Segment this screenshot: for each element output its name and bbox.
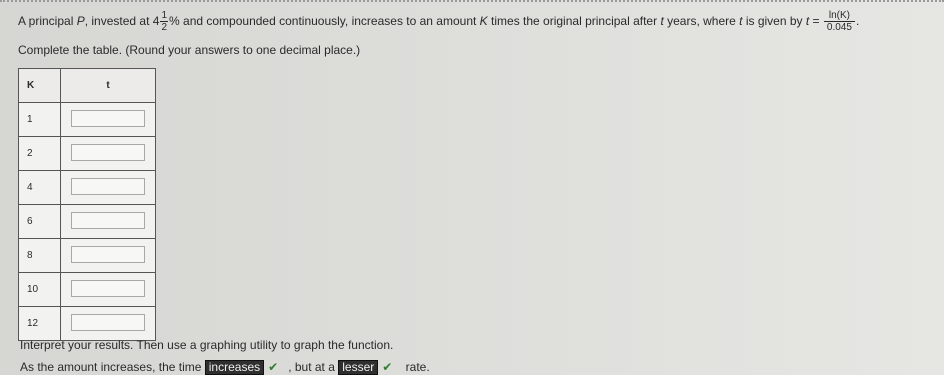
k-value: 10 <box>19 273 61 307</box>
k-variable: K <box>479 14 488 28</box>
t-answer-input[interactable] <box>71 314 145 331</box>
t-answer-input[interactable] <box>71 178 145 195</box>
k-value: 12 <box>19 307 61 341</box>
table-row <box>19 171 156 205</box>
table-row <box>19 307 156 341</box>
k-value: 4 <box>19 171 61 205</box>
check-icon: ✔ <box>268 360 279 374</box>
t-answer-input[interactable] <box>71 110 145 127</box>
t-answer-input[interactable] <box>71 280 145 297</box>
answer-suffix: rate. <box>402 360 430 374</box>
table-header-row <box>19 69 156 103</box>
answer-sentence <box>20 360 430 375</box>
answer-middle: , but at a <box>288 360 339 374</box>
problem-text: is given by <box>742 14 806 28</box>
k-column-header: K <box>19 69 61 103</box>
rate-dropdown[interactable]: lesser <box>338 360 378 375</box>
k-value: 6 <box>19 205 61 239</box>
percent-sign: % <box>169 14 180 28</box>
table-row <box>19 273 156 307</box>
table-row <box>19 103 156 137</box>
rate-whole: 4 <box>152 14 160 28</box>
problem-statement <box>18 6 938 36</box>
rate-numerator: 1 <box>161 10 168 22</box>
t-variable: t <box>805 14 810 28</box>
table-instruction: Complete the table. (Round your answers to one decimal place.) <box>18 43 361 57</box>
problem-period: . <box>855 14 860 28</box>
equals-sign: = <box>809 14 823 28</box>
table-row <box>19 239 156 273</box>
k-t-table <box>18 68 156 341</box>
k-value: 8 <box>19 239 61 273</box>
rate-denominator: 2 <box>161 22 168 34</box>
formula-fraction <box>824 10 855 33</box>
t-variable: t <box>660 14 664 28</box>
table-row <box>19 205 156 239</box>
time-trend-dropdown[interactable]: increases <box>205 360 264 375</box>
problem-text: , invested at <box>84 14 153 28</box>
table-row <box>19 137 156 171</box>
answer-prefix: As the amount increases, the time <box>20 360 205 374</box>
formula-denominator: 0.045 <box>826 22 852 34</box>
problem-text: times the original principal after <box>487 14 661 28</box>
check-icon: ✔ <box>382 360 393 374</box>
t-variable: t <box>739 14 743 28</box>
k-value: 2 <box>19 137 61 171</box>
k-value: 1 <box>19 103 61 137</box>
interpret-instruction: Interpret your results. Then use a graphing utility to graph the function. <box>20 338 394 352</box>
formula-numerator: ln(K) <box>824 10 855 22</box>
t-answer-input[interactable] <box>71 212 145 229</box>
problem-text: and compounded continuously, increases to an amount <box>179 14 480 28</box>
problem-text: years, where <box>663 14 740 28</box>
rate-fraction <box>160 10 168 33</box>
t-column-header: t <box>61 69 156 103</box>
problem-text: A principal <box>18 14 77 28</box>
t-answer-input[interactable] <box>71 144 145 161</box>
t-answer-input[interactable] <box>71 246 145 263</box>
principal-variable: P <box>76 14 85 28</box>
